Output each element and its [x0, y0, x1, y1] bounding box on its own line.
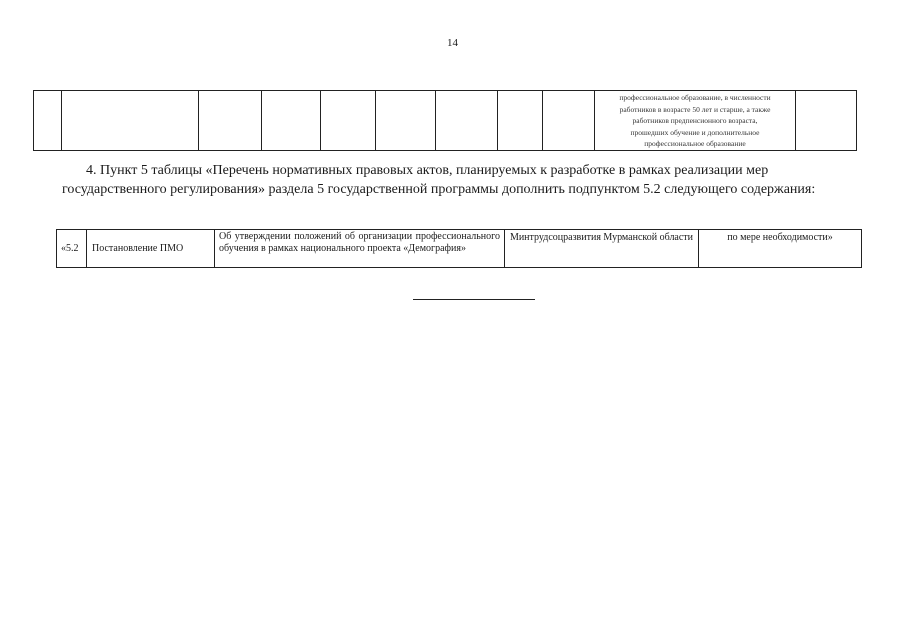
- table-cell: [321, 91, 376, 151]
- table-row: [57, 230, 862, 268]
- indicator-description-cell: [595, 91, 796, 151]
- regulatory-acts-table: [56, 229, 862, 268]
- cell-line: работников предпенсионного возраста,: [632, 116, 758, 125]
- act-description: Об утверждении положений об организации профессионального обучения в рамках национального проекта «Демография»: [215, 230, 505, 268]
- page-number: 14: [447, 37, 458, 49]
- separator-line: [413, 299, 535, 300]
- cell-line: прошедших обучение и дополнительное: [630, 127, 760, 137]
- cell-line: работников в возрасте 50 лет и старше, а также: [619, 104, 771, 114]
- table-cell: [62, 91, 199, 151]
- table-cell: [436, 91, 498, 151]
- responsible-agency: Минтрудсоцразвития Мурманской области: [505, 230, 699, 268]
- table-cell: [262, 91, 321, 151]
- table-row: [34, 91, 857, 151]
- table-cell: [34, 91, 62, 151]
- table-cell: [199, 91, 262, 151]
- act-type: Постановление ПМО: [87, 230, 215, 268]
- cell-line: профессиональное образование: [644, 139, 746, 148]
- table-cell: [796, 91, 857, 151]
- table-cell: [498, 91, 543, 151]
- deadline: по мере необходимости»: [699, 230, 862, 268]
- cell-line: профессиональное образование, в численности: [619, 93, 771, 102]
- table-cell: [376, 91, 436, 151]
- row-number: «5.2: [57, 230, 87, 268]
- continuation-table: [33, 90, 857, 151]
- table-cell: [543, 91, 595, 151]
- amendment-paragraph: 4. Пункт 5 таблицы «Перечень нормативных правовых актов, планируемых к разработке в рамках реализации мер государственного регулирования» раздела 5 государственной программы дополнить подпунктом 5.2 следующего содержания:: [62, 163, 816, 197]
